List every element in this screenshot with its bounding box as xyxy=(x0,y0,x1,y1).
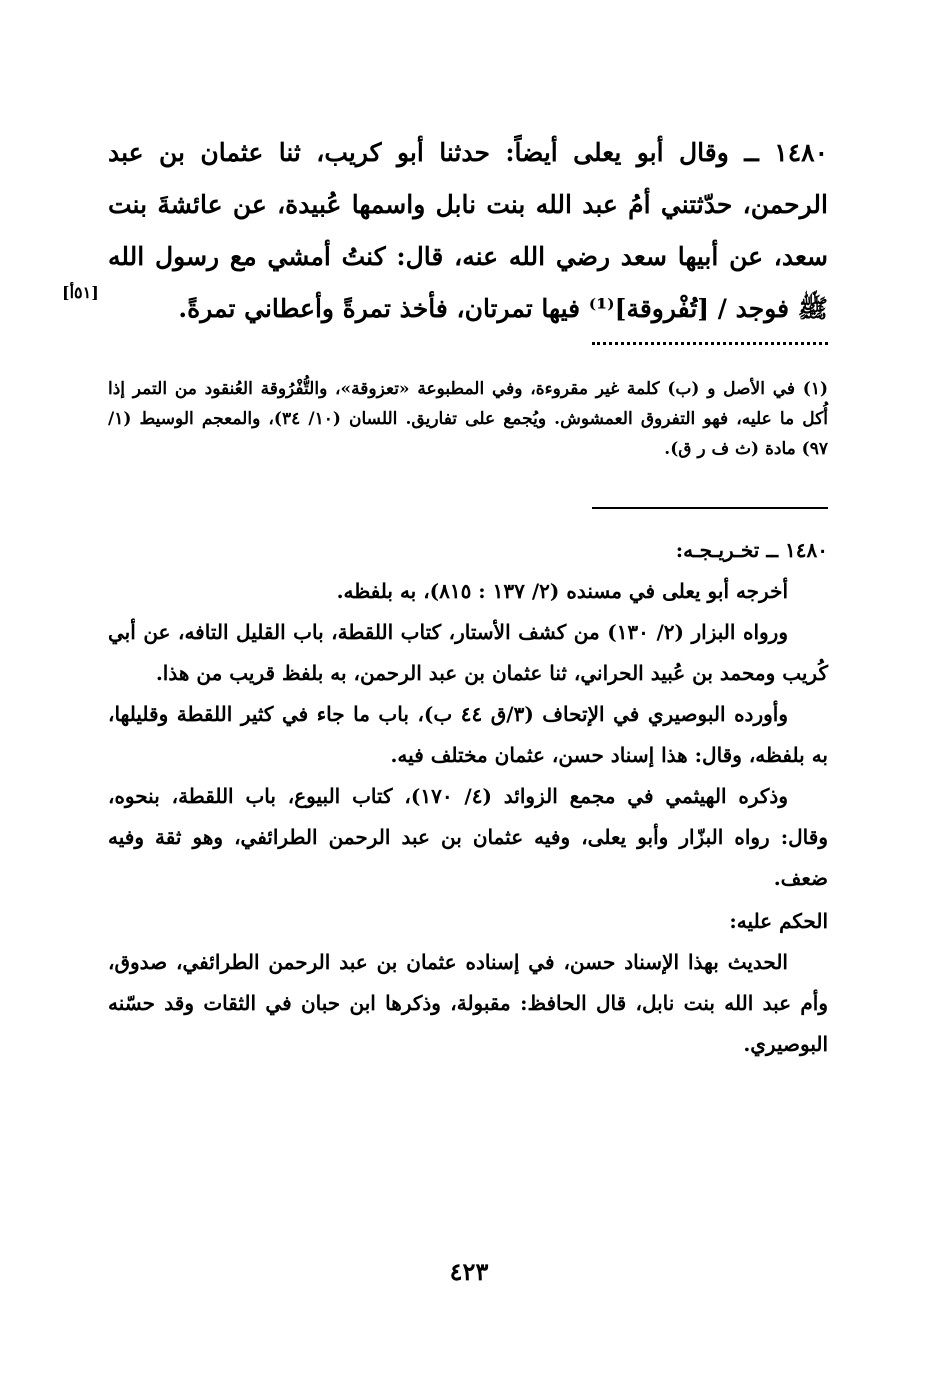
hadith-text-block xyxy=(108,127,828,335)
hadith-paragraph: ١٤٨٠ ــ وقال أبو يعلى أيضاً: حدثنا أبو كريب، ثنا عثمان بن عبد الرحمن، حدّثتني أمُ عبد الله بنت نابل واسمها عُبيدة، عن عائشةَ بنت سعد، عن أبيها سعد رضي الله عنه، قال: كنتُ أمشي مع رسول الله ﷺ فوجد / [تُفْروقة]⁽¹⁾ فيها تمرتان، فأخذ تمرةً وأعطاني تمرةً. xyxy=(108,138,828,323)
takhrij-paragraph-1: أخرجه أبو يعلى في مسنده (٢/ ١٣٧ : ٨١٥)، به بلفظه. xyxy=(336,579,788,603)
dotted-separator xyxy=(592,342,828,345)
hukm-heading: الحكم عليه: xyxy=(729,909,828,933)
takhrij-heading: ١٤٨٠ ــ تخـريـجـه: xyxy=(675,538,828,562)
takhrij-section xyxy=(108,530,828,1065)
takhrij-paragraph-2: ورواه البزار (٢/ ١٣٠) من كشف الأستار، كتاب اللقطة، باب القليل التافه، عن أبي كُريب ومحمد بن عُبيد الحراني، ثنا عثمان بن عبد الرحمن، به بلفظ قريب من هذا. xyxy=(108,620,828,685)
takhrij-paragraph-3: وأورده البوصيري في الإتحاف (٣/ق ٤٤ ب)، باب ما جاء في كثير اللقطة وقليلها، به بلفظه، وقال: هذا إسناد حسن، عثمان مختلف فيه. xyxy=(108,702,828,767)
footnote-block xyxy=(108,374,828,464)
manuscript-page-reference: [٥١أ] xyxy=(62,283,99,302)
footnote-separator-line xyxy=(592,507,828,509)
takhrij-paragraph-4: وذكره الهيثمي في مجمع الزوائد (٤/ ١٧٠)، كتاب البيوع، باب اللقطة، بنحوه، وقال: رواه البزّار وأبو يعلى، وفيه عثمان بن عبد الرحمن الطرائفي، وهو ثقة وفيه ضعف. xyxy=(108,784,828,890)
footnote-text: (١) في الأصل و (ب) كلمة غير مقروءة، وفي المطبوعة «تعزوقة»، والتُّفْرُوقة العُنقود من التمر إذا أُكل ما عليه، فهو التفروق العمشوش. ويُجمع على تفاريق. اللسان (١٠/ ٣٤)، والمعجم الوسيط (١/ ٩٧) مادة (ث ف ر ق). xyxy=(108,379,828,459)
page-number: ٤٢٣ xyxy=(449,1257,489,1286)
hukm-paragraph: الحديث بهذا الإسناد حسن، في إسناده عثمان بن عبد الرحمن الطرائفي، صدوق، وأم عبد الله بنت نابل، قال الحافظ: مقبولة، وذكرها ابن حبان في الثقات وقد حسّنه البوصيري. xyxy=(108,950,828,1056)
